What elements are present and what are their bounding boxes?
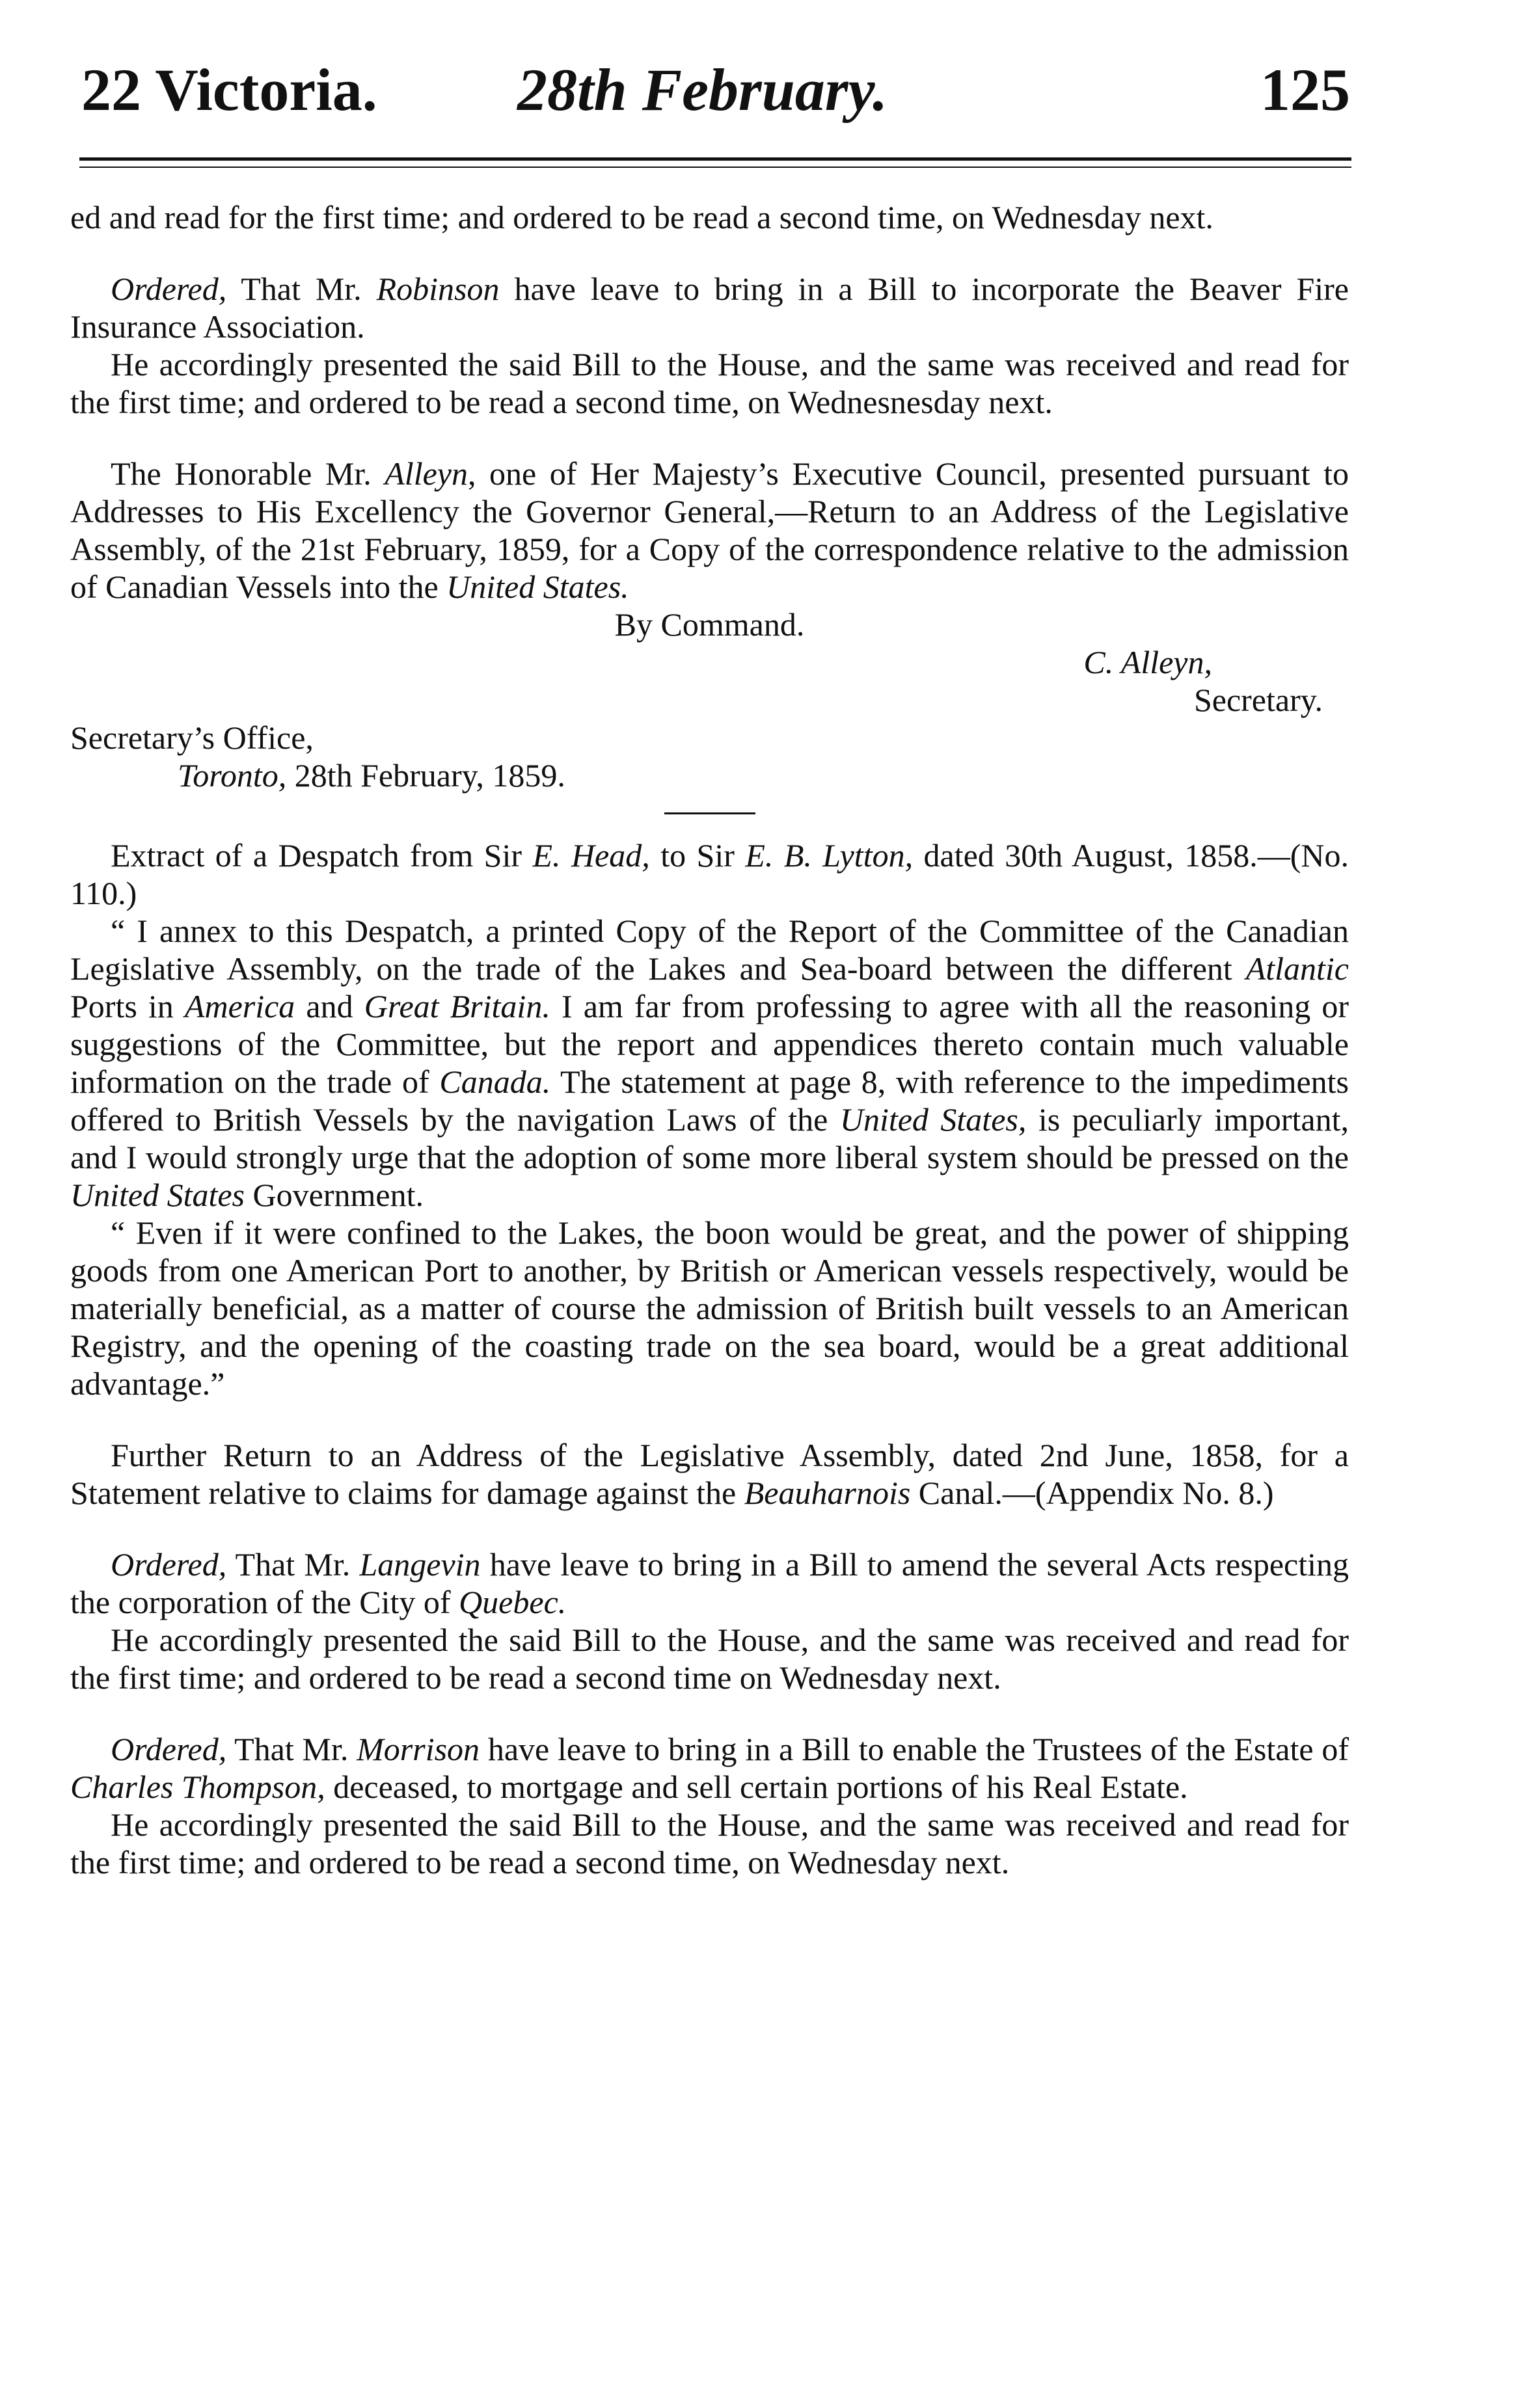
paragraph-langevin-order: Ordered, That Mr. Langevin have leave to bring in a Bill to amend the several Acts respecting the corporation of the City of Quebec. [70, 1546, 1349, 1620]
office-line: Secretary’s Office, [70, 719, 314, 756]
page-body [70, 198, 1349, 1881]
paragraph-morrison-order: Ordered, That Mr. Morrison have leave to bring in a Bill to enable the Trustees of the Estate of Charles Thompson, deceased, to mortgage and sell certain portions of his Real Estate. [70, 1731, 1349, 1805]
header-regnal-year: 22 Victoria. [81, 57, 377, 123]
paragraph-further-return: Further Return to an Address of the Legislative Assembly, dated 2nd June, 1858, for a Statement relative to claims for damage against the Beauharnois Canal.—(Appendix No. 8.) [70, 1437, 1349, 1511]
member-name: Langevin [359, 1546, 481, 1583]
signature-name: C. Alleyn, [1083, 644, 1212, 680]
ordered-label: Ordered, [111, 1731, 227, 1767]
by-command: By Command. [614, 606, 805, 643]
paragraph-gap [70, 1402, 1349, 1436]
page-header [75, 44, 1350, 135]
paragraph-despatch-quote-1: “ I annex to this Despatch, a printed Copy of the Report of the Committee of the Canadian Legislative Assembly, on the trade of the Lakes and Sea-board between the different Atlantic Ports in America and Great Britain. I am far from professing to agree with all the reasoning or suggestions of the Committee, but the report and appendices thereto contain much valuable information on the trade of Canada. The statement at page 8, with reference to the impediments offered to British Vessels by the navigation Laws of the United States, is peculiarly important, and I would strongly urge that the adoption of some more liberal system should be pressed on the United States Government. [70, 913, 1349, 1213]
paragraph-gap [70, 1512, 1349, 1545]
ordered-label: Ordered, [111, 271, 227, 307]
ordered-label: Ordered, [111, 1546, 227, 1583]
paragraph-gap [70, 1696, 1349, 1730]
paragraph-gap [70, 236, 1349, 270]
header-rule-bottom [79, 167, 1351, 168]
page-number: 125 [1260, 57, 1350, 123]
paragraph-gap [70, 421, 1349, 455]
paragraph-robinson-order: Ordered, That Mr. Robinson have leave to bring in a Bill to incorporate the Beaver Fire Insurance Association. [70, 271, 1349, 345]
paragraph-alleyn-return: The Honorable Mr. Alleyn, one of Her Majesty’s Executive Council, presented pursuant to Addresses to His Excellency the Governor General,—Return to an Address of the Legislative Assembly, of the 21st February, 1859, for a Copy of the correspondence relative to the admission of Canadian Vessels into the United States. [70, 455, 1349, 605]
paragraph-morrison-presented: He accordingly presented the said Bill to the House, and the same was received and read for the first time; and ordered to be read a second time, on Wednesday next. [70, 1806, 1349, 1880]
member-name: Morrison [357, 1731, 480, 1767]
member-name: Robinson [376, 271, 500, 307]
place-name: United States. [446, 569, 629, 605]
office-date-line: Toronto, 28th February, 1859. [178, 757, 565, 794]
signature-title: Secretary. [1193, 682, 1323, 718]
header-date: 28th February. [517, 57, 888, 123]
header-rule-top [79, 157, 1351, 161]
member-name: Alleyn [385, 455, 468, 492]
paragraph-robinson-presented: He accordingly presented the said Bill to the House, and the same was received and read for the first time; and ordered to be read a second time, on Wednesnesday next. [70, 346, 1349, 420]
section-divider [664, 812, 755, 814]
paragraph-despatch-quote-2: “ Even if it were confined to the Lakes, the boon would be great, and the power of shipping goods from one American Port to another, by British or American vessels respectively, would be materially beneficial, as a matter of course the admission of British built vessels to an American Registry, and the opening of the coasting trade on the sea board, would be a great additional advantage.” [70, 1214, 1349, 1402]
paragraph-langevin-presented: He accordingly presented the said Bill to the House, and the same was received and read for the first time; and ordered to be read a second time on Wednesday next. [70, 1622, 1349, 1696]
paragraph-despatch-title: Extract of a Despatch from Sir E. Head, to Sir E. B. Lytton, dated 30th August, 1858.—(No. 110.) [70, 837, 1349, 911]
paragraph-continuation: ed and read for the first time; and ordered to be read a second time, on Wednesday next. [70, 199, 1213, 235]
